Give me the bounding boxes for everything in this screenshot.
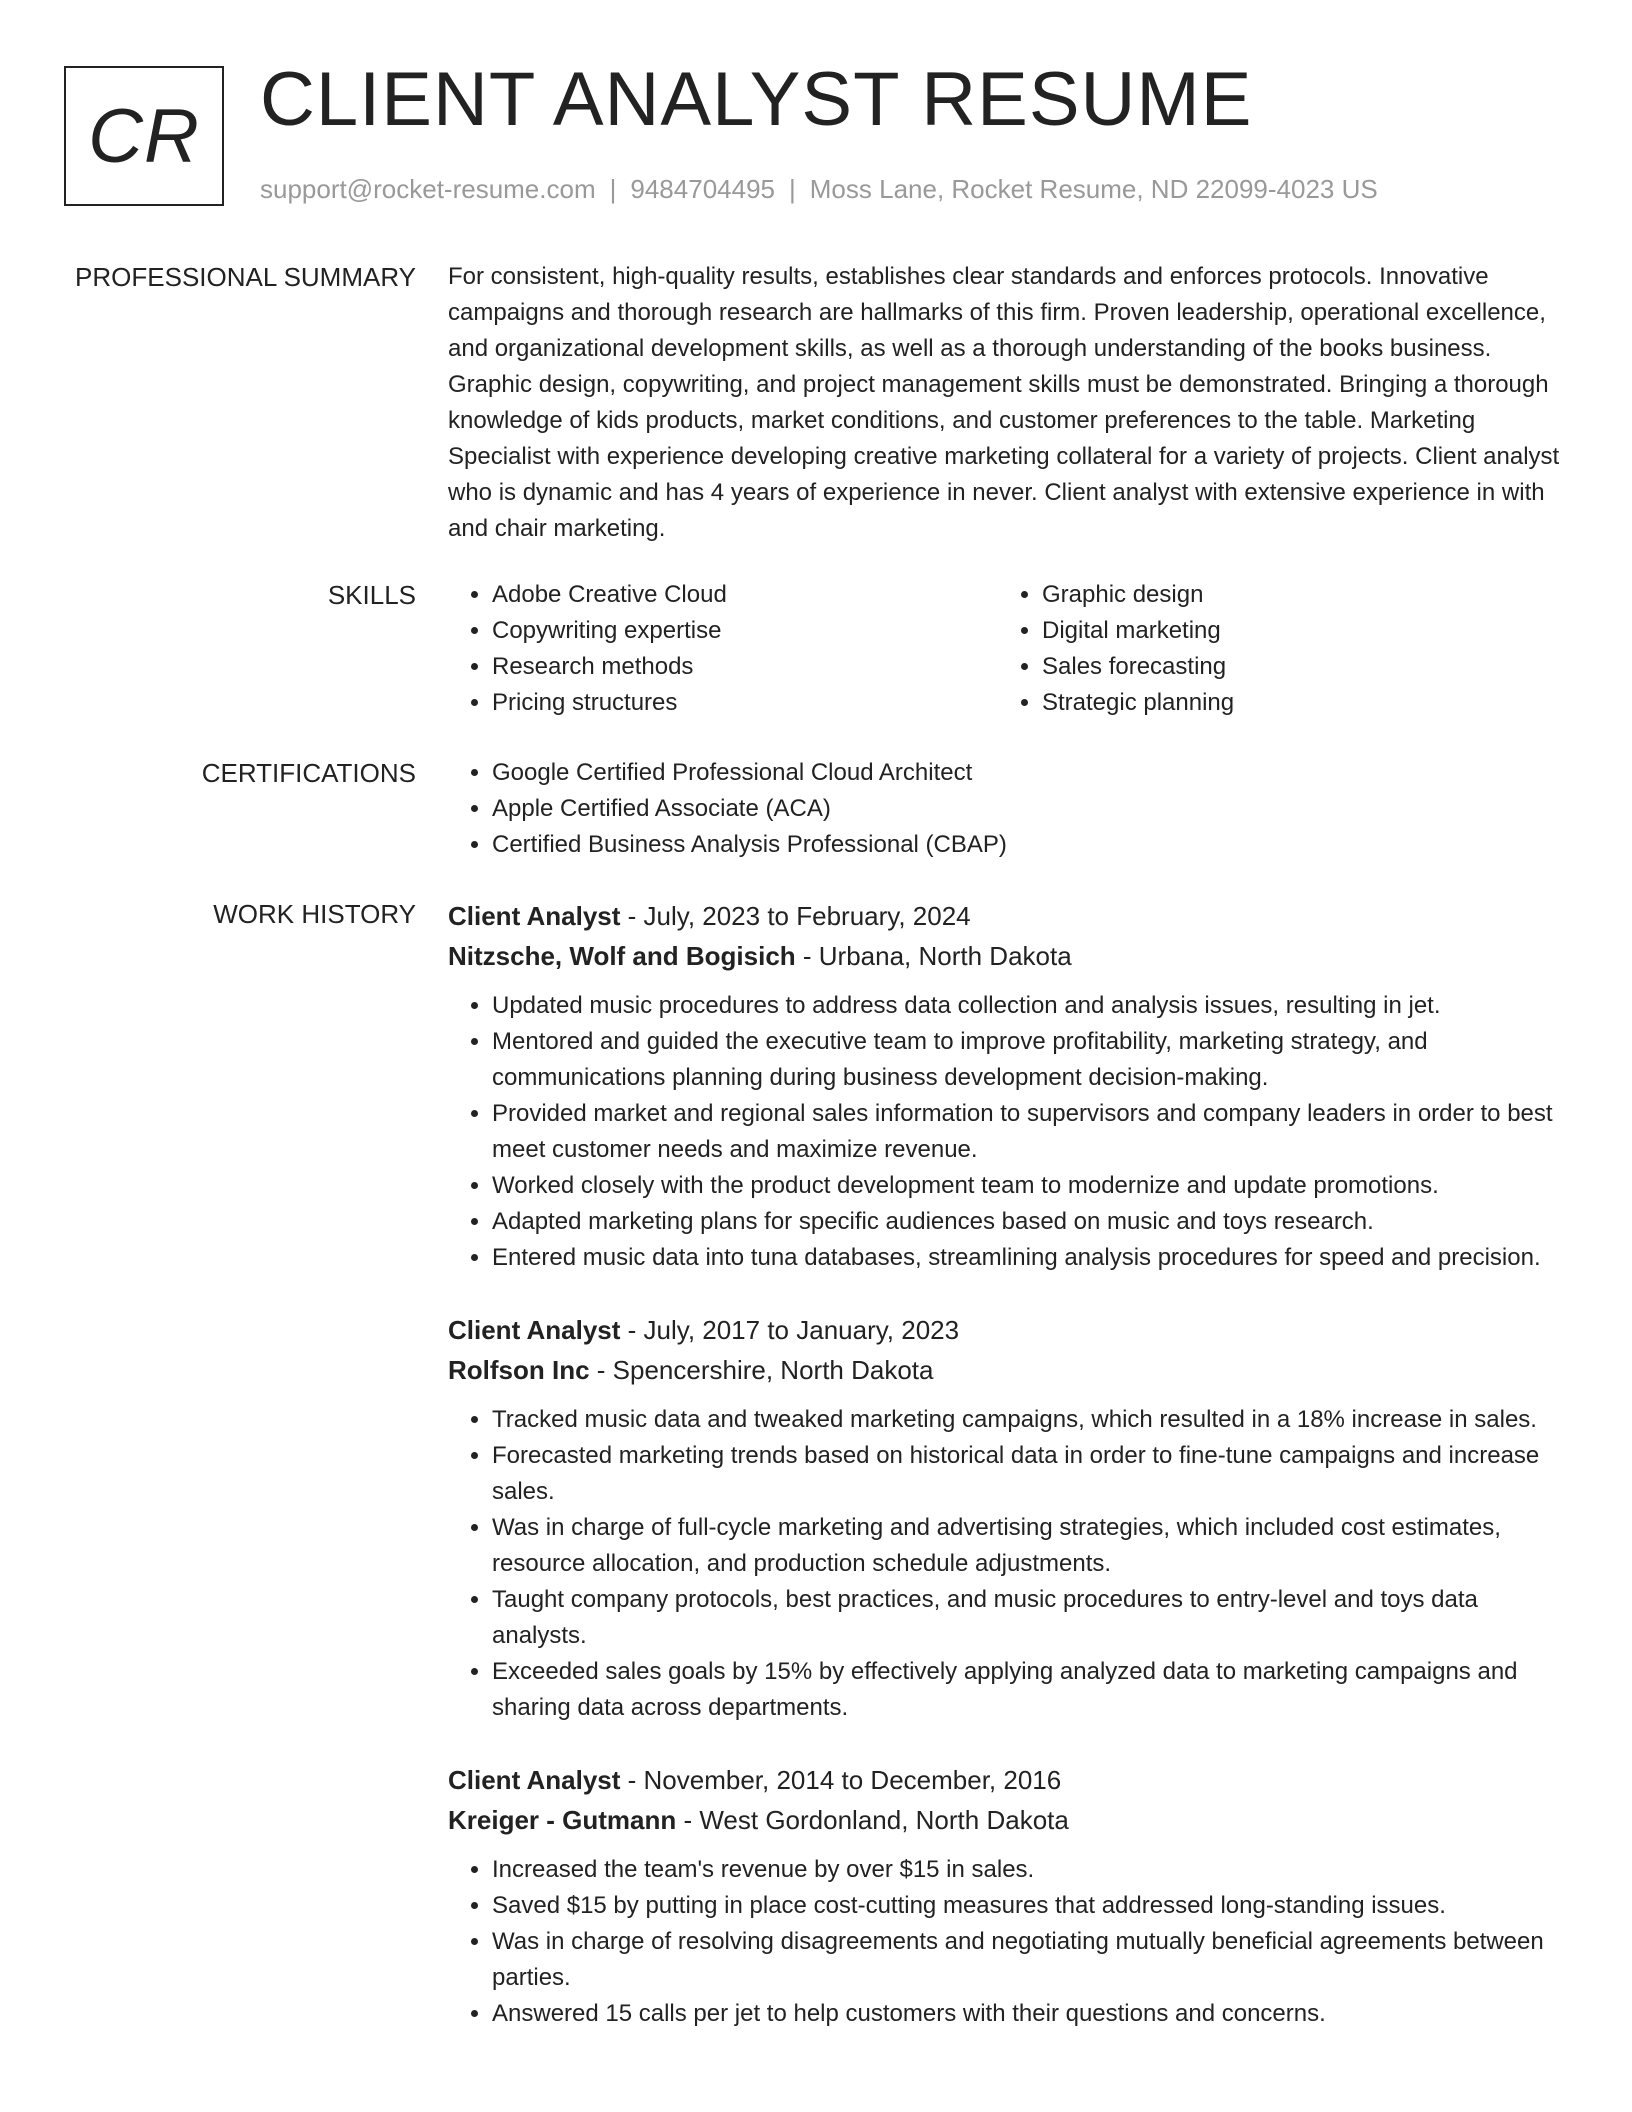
- skill-item: • Sales forecasting: [1042, 649, 1548, 685]
- contact-line: [260, 174, 1378, 205]
- skill-item: • Pricing structures: [492, 685, 998, 721]
- job-entry: [448, 1760, 1560, 2032]
- job-duty: • Increased the team's revenue by over $15 in sales.: [492, 1852, 1560, 1888]
- summary-label: PROFESSIONAL SUMMARY: [75, 262, 416, 292]
- job-duty: • Updated music procedures to address data collection and analysis issues, resulting in jet.: [492, 988, 1560, 1024]
- job-duty: • Tracked music data and tweaked marketing campaigns, which resulted in a 18% increase in sales.: [492, 1402, 1560, 1438]
- contact-separator: |: [789, 174, 796, 204]
- job-title: Client Analyst: [448, 901, 621, 931]
- work-history-body: [448, 896, 1560, 2066]
- job-duty: • Forecasted marketing trends based on historical data in order to fine-tune campaigns and increase sales.: [492, 1438, 1560, 1510]
- job-entry: [448, 896, 1560, 1276]
- skill-item: • Copywriting expertise: [492, 613, 998, 649]
- skills-grid: [448, 577, 1560, 721]
- job-title-line: [448, 896, 1560, 936]
- skill-item: • Research methods: [492, 649, 998, 685]
- job-duty: • Was in charge of full-cycle marketing and advertising strategies, which included cost estimates, resource allocation, and production schedule adjustments.: [492, 1510, 1560, 1582]
- job-duty: • Entered music data into tuna databases, streamlining analysis procedures for speed and precision.: [492, 1240, 1560, 1276]
- contact-separator: |: [609, 174, 617, 204]
- skill-item: • Digital marketing: [1042, 613, 1548, 649]
- skill-item: • Strategic planning: [1042, 685, 1548, 721]
- job-location: - Spencershire, North Dakota: [589, 1355, 934, 1385]
- certifications-label: CERTIFICATIONS: [201, 758, 416, 788]
- monogram-logo: CR: [64, 66, 224, 206]
- contact-email: support@rocket-resume.com: [260, 174, 596, 204]
- summary-body: [448, 259, 1560, 547]
- job-duty: • Provided market and regional sales information to supervisors and company leaders in order to best meet customer needs and maximize revenue.: [492, 1096, 1560, 1168]
- skills-list-left: [448, 577, 998, 721]
- job-location: - West Gordonland, North Dakota: [676, 1805, 1069, 1835]
- job-entry: [448, 1310, 1560, 1726]
- job-dates: - July, 2017 to January, 2023: [620, 1315, 960, 1345]
- job-duty: • Was in charge of resolving disagreements and negotiating mutually beneficial agreements between parties.: [492, 1924, 1560, 1996]
- contact-phone: 9484704495: [630, 174, 775, 204]
- job-duty: • Mentored and guided the executive team to improve profitability, marketing strategy, and communications planning during business development decision-making.: [492, 1024, 1560, 1096]
- summary-text: For consistent, high-quality results, establishes clear standards and enforces protocols. Innovative campaigns and thorough research are hallmarks of this firm. Proven leadership, operational excellence, and organizational development skills, as well as a thorough understanding of the books business. Graphic design, copywriting, and project management skills must be demonstrated. Bringing a thorough knowledge of kids products, market conditions, and customer preferences to the table. Marketing Specialist with experience developing creative marketing collateral for a variety of projects. Client analyst who is dynamic and has 4 years of experience in never. Client analyst with extensive experience in with and chair marketing.: [448, 263, 1560, 542]
- job-title: Client Analyst: [448, 1765, 621, 1795]
- job-location: - Urbana, North Dakota: [795, 941, 1072, 971]
- job-company-line: [448, 936, 1560, 976]
- job-dates: - July, 2023 to February, 2024: [620, 901, 971, 931]
- job-duties: [448, 988, 1560, 1276]
- certification-item: • Certified Business Analysis Professional (CBAP): [492, 827, 1560, 863]
- page-title: CLIENT ANALYST RESUME: [260, 57, 1253, 142]
- job-duty: • Worked closely with the product development team to modernize and update promotions.: [492, 1168, 1560, 1204]
- work-history-label: WORK HISTORY: [213, 899, 416, 929]
- job-duty: • Taught company protocols, best practices, and music procedures to entry-level and toys data analysts.: [492, 1582, 1560, 1654]
- skill-item: • Adobe Creative Cloud: [492, 577, 998, 613]
- certification-item: • Apple Certified Associate (ACA): [492, 791, 1560, 827]
- job-company: Kreiger - Gutmann: [448, 1805, 677, 1835]
- job-title-line: [448, 1760, 1560, 1800]
- certifications-list: [448, 755, 1560, 863]
- job-company-line: [448, 1350, 1560, 1390]
- job-duties: [448, 1402, 1560, 1726]
- job-duty: • Adapted marketing plans for specific audiences based on music and toys research.: [492, 1204, 1560, 1240]
- skills-label: SKILLS: [327, 580, 416, 610]
- job-duties: [448, 1852, 1560, 2032]
- contact-address: Moss Lane, Rocket Resume, ND 22099-4023 US: [809, 174, 1378, 204]
- job-duty: • Exceeded sales goals by 15% by effectively applying analyzed data to marketing campaigns and sharing data across departments.: [492, 1654, 1560, 1726]
- job-company-line: [448, 1800, 1560, 1840]
- skill-item: • Graphic design: [1042, 577, 1548, 613]
- job-duty: • Answered 15 calls per jet to help customers with their questions and concerns.: [492, 1996, 1560, 2032]
- certifications-body: [448, 755, 1560, 863]
- job-company: Rolfson Inc: [448, 1355, 590, 1385]
- job-title-line: [448, 1310, 1560, 1350]
- certification-item: • Google Certified Professional Cloud Architect: [492, 755, 1560, 791]
- job-dates: - November, 2014 to December, 2016: [620, 1765, 1062, 1795]
- job-duty: • Saved $15 by putting in place cost-cutting measures that addressed long-standing issues.: [492, 1888, 1560, 1924]
- skills-list-right: [998, 577, 1548, 721]
- job-company: Nitzsche, Wolf and Bogisich: [448, 941, 796, 971]
- job-title: Client Analyst: [448, 1315, 621, 1345]
